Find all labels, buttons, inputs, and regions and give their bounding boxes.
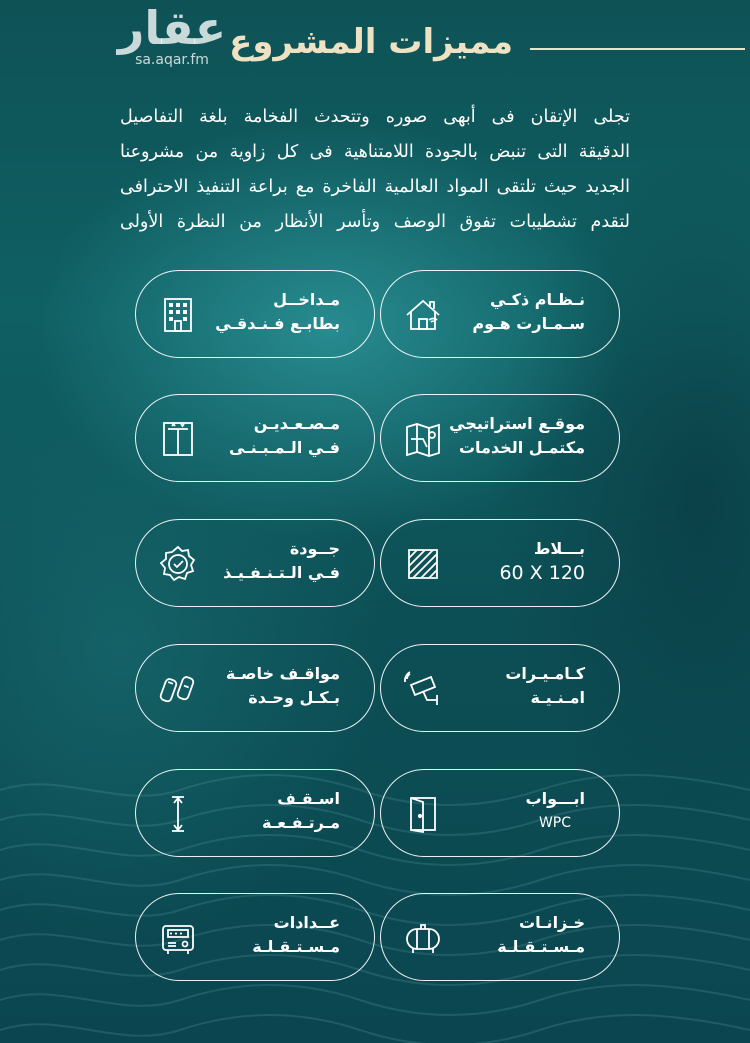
feature-line1: بـــلاط bbox=[533, 539, 585, 558]
feature-line1: جــودة bbox=[289, 539, 340, 558]
aqar-watermark bbox=[112, 2, 232, 68]
feature-line2: مـسـتـقـلـة bbox=[252, 937, 340, 956]
title-underline bbox=[530, 48, 745, 50]
watermark-url: sa.aqar.fm bbox=[135, 52, 209, 68]
feature-card-location bbox=[380, 394, 620, 482]
feature-line2: فـي الـمـبـنـى bbox=[228, 438, 340, 457]
feature-line1: مـصـعـديـن bbox=[253, 414, 340, 433]
feature-card-tanks bbox=[380, 893, 620, 981]
feature-card-tiles bbox=[380, 519, 620, 607]
feature-line1: مـداخــل bbox=[273, 290, 340, 309]
intro-line: الدقيقة التى تنبض بالجودة اللامتناهية فى كل زاوية من مشروعنا bbox=[120, 142, 630, 162]
intro-line: لتقدم تشطيبات تفوق الوصف وتأسر الأنظار من النظرة الأولى bbox=[120, 212, 630, 232]
feature-line1: نـظـام ذكـي bbox=[489, 290, 585, 309]
feature-line2: بـكـل وحـدة bbox=[248, 688, 340, 707]
feature-line2: مكتمـل الخدمات bbox=[458, 438, 585, 457]
feature-line1: كـامـيـرات bbox=[505, 664, 585, 683]
feature-line1: خـزانـات bbox=[519, 913, 585, 932]
feature-card-cameras bbox=[380, 644, 620, 732]
feature-line2: فـي الـتـنـفـيـذ bbox=[223, 563, 340, 582]
intro-line: الجديد حيث تلتقى المواد العالمية الفاخرة مع براعة التنفيذ الاحترافى bbox=[120, 177, 630, 197]
feature-card-quality bbox=[135, 519, 375, 607]
feature-line2: مـرتـفـعـة bbox=[262, 813, 340, 832]
feature-line1: عــدادات bbox=[273, 913, 340, 932]
feature-card-parking bbox=[135, 644, 375, 732]
feature-card-smart-home bbox=[380, 270, 620, 358]
feature-card-entrances bbox=[135, 270, 375, 358]
feature-line2: بطابـع فـنـدقـي bbox=[215, 314, 340, 333]
feature-line1: موقـع استراتيجي bbox=[449, 414, 585, 433]
feature-card-doors bbox=[380, 769, 620, 857]
header bbox=[0, 0, 750, 90]
feature-line1: ابـــواب bbox=[525, 789, 585, 808]
intro-line: تجلى الإتقان فى أبهى صوره وتتحدث الفخامة بلغة التفاصيل bbox=[120, 107, 630, 127]
feature-line2: سـمـارت هـوم bbox=[472, 314, 585, 333]
feature-line2: 60 X 120 bbox=[499, 562, 585, 584]
feature-card-meters bbox=[135, 893, 375, 981]
feature-card-elevators bbox=[135, 394, 375, 482]
intro-paragraph bbox=[120, 100, 630, 240]
feature-line2: مـسـتـقـلـة bbox=[497, 937, 585, 956]
feature-line2: WPC bbox=[538, 815, 571, 831]
wave-pattern-decoration bbox=[0, 770, 750, 1043]
page-title: مميزات المشروع bbox=[229, 22, 513, 62]
watermark-logo: عقار bbox=[117, 1, 227, 55]
feature-line1: اسـقـف bbox=[277, 789, 340, 808]
feature-line2: امـنـيـة bbox=[530, 688, 585, 707]
feature-line1: مواقـف خاصـة bbox=[225, 664, 340, 683]
feature-card-ceilings bbox=[135, 769, 375, 857]
